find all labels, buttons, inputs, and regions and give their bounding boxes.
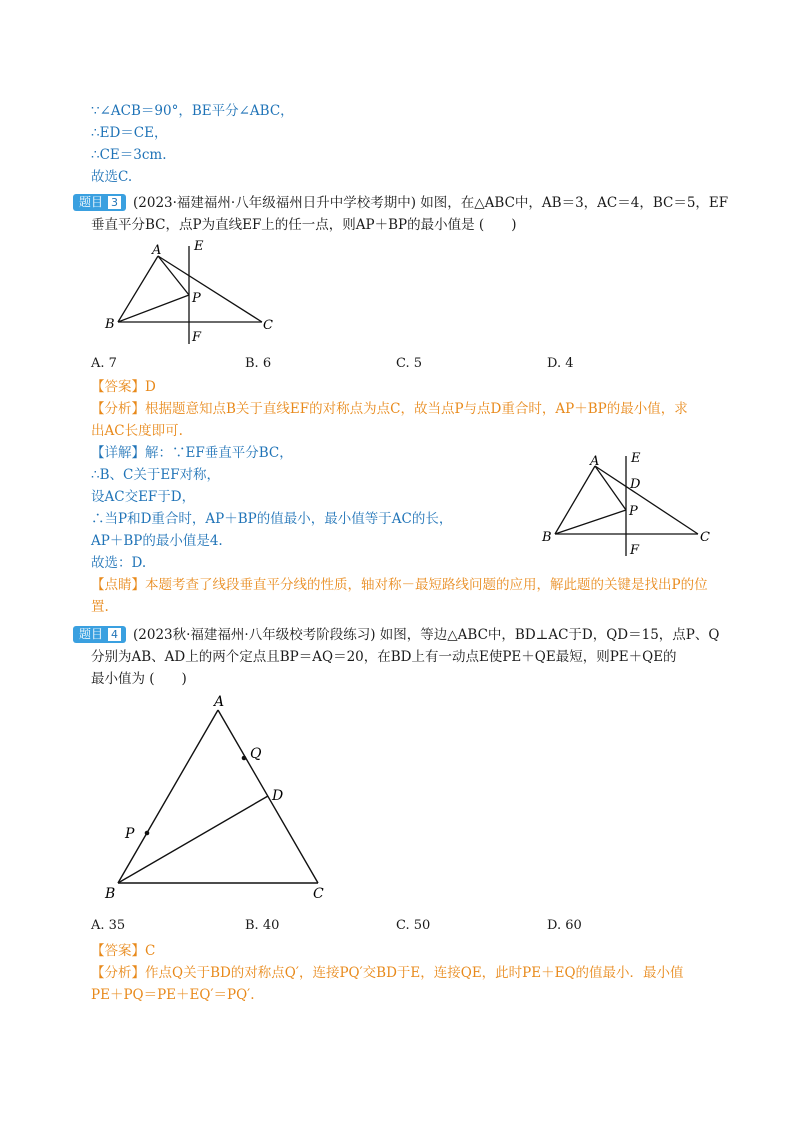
q3-analysis-line-2: 出AC长度即可. <box>91 423 183 439</box>
q3s-segment-ac <box>595 466 698 534</box>
q4-option-d: D. 60 <box>547 918 582 933</box>
q3s-label-a: A <box>590 454 600 469</box>
q4-label-p: P <box>125 826 135 842</box>
q4-label-a: A <box>214 694 225 710</box>
q4-segment-ab <box>118 710 218 883</box>
q4-analysis-line-1: 【分析】作点Q关于BD的对称点Q′，连接PQ′交BD于E，连接QE，此时PE＋EQ的值最小．最小值 <box>91 965 684 981</box>
q3-detail-line-6: 故选：D. <box>91 555 147 571</box>
q4-analysis-line-2: PE＋PQ＝PE＋EQ′＝PQ′. <box>91 987 255 1003</box>
q3-detail-line-2: ∴B、C关于EF对称， <box>91 467 221 483</box>
q3-option-c: C. 5 <box>396 356 423 371</box>
q3s-segment-bp <box>555 510 626 534</box>
q3-answer: 【答案】D <box>91 379 156 395</box>
q3s-label-d: D <box>630 477 641 492</box>
q4-option-a: A. 35 <box>91 918 126 933</box>
q3-segment-bp <box>118 295 189 322</box>
q3-segment-ac <box>158 256 262 322</box>
q4-label-q: Q <box>250 746 262 762</box>
q4-stem-line-3: 最小值为 ( ) <box>91 671 187 687</box>
q3s-segment-ab <box>555 466 595 534</box>
q3s-label-c: C <box>700 530 710 545</box>
q3-segment-ab <box>118 256 158 322</box>
q3-option-d: D. 4 <box>547 356 574 371</box>
q3-comment-line-1: 【点睛】本题考查了线段垂直平分线的性质，轴对称－最短路线问题的应用，解此题的关键是找出P的位 <box>91 577 708 593</box>
top-line-1: ∵∠ACB＝90°，BE平分∠ABC， <box>91 103 294 119</box>
q3s-label-e: E <box>631 451 641 466</box>
q3-detail-line-1: 【详解】解：∵EF垂直平分BC， <box>91 445 293 461</box>
q4-label-d: D <box>272 788 284 804</box>
top-line-2: ∴ED＝CE， <box>91 125 168 141</box>
q3-stem-line-1: (2023·福建福州·八年级福州日升中学校考期中) 如图，在△ABC中，AB＝3，AC＝4，BC＝5，EF <box>133 195 729 211</box>
q3-label-p: P <box>192 291 201 306</box>
q3-detail-line-5: AP＋BP的最小值是4. <box>91 533 223 549</box>
q4-option-c: C. 50 <box>396 918 431 933</box>
q4-point-p <box>145 831 150 836</box>
q4-point-q <box>242 756 247 761</box>
q3-comment-line-2: 置. <box>91 599 109 615</box>
q3-stem-line-2: 垂直平分BC，点P为直线EF上的任一点，则AP＋BP的最小值是 ( ) <box>91 217 517 233</box>
q4-figure <box>100 690 340 902</box>
q4-label-b: B <box>105 886 116 902</box>
q3s-label-p: P <box>629 504 638 519</box>
q3-detail-line-3: 设AC交EF于D， <box>91 489 196 505</box>
q4-answer: 【答案】C <box>91 943 156 959</box>
q3-option-b: B. 6 <box>245 356 272 371</box>
q3-figure <box>100 238 290 348</box>
q4-stem-line-2: 分别为AB、AD上的两个定点且BP＝AQ＝20，在BD上有一动点E使PE＋QE最短，则PE＋QE的 <box>91 649 677 665</box>
q4-stem-line-1: (2023秋·福建福州·八年级校考阶段练习) 如图，等边△ABC中，BD⊥AC于D，QD＝15，点P、Q <box>133 627 720 643</box>
q3-label-a: A <box>152 243 162 258</box>
question-number: 4 <box>107 627 122 642</box>
q3-label-e: E <box>194 239 204 254</box>
top-line-3: ∴CE＝3cm. <box>91 147 167 163</box>
q3-solution-figure <box>538 448 728 560</box>
question-3-tag <box>73 194 126 211</box>
q3-label-b: B <box>105 317 115 332</box>
question-number: 3 <box>107 195 122 210</box>
q3-label-f: F <box>192 330 202 345</box>
question-4-tag <box>73 626 126 643</box>
q4-label-c: C <box>313 886 324 902</box>
question-tag-label: 题目 <box>79 627 104 641</box>
question-tag-label: 题目 <box>79 195 104 209</box>
q3-detail-line-4: ∴当P和D重合时，AP＋BP的值最小，最小值等于AC的长， <box>91 511 453 527</box>
q3s-label-f: F <box>630 543 640 558</box>
q3-analysis-line-1: 【分析】根据题意知点B关于直线EF的对称点为点C，故当点P与点D重合时，AP＋BP的最小值，求 <box>91 401 688 417</box>
q3-option-a: A. 7 <box>91 356 117 371</box>
q4-option-b: B. 40 <box>245 918 280 933</box>
top-line-4: 故选C. <box>91 169 133 185</box>
q4-segment-bd <box>118 796 268 883</box>
q3-label-c: C <box>263 318 273 333</box>
q3s-label-b: B <box>542 530 552 545</box>
q3s-segment-ap <box>595 466 626 510</box>
q3-segment-ap <box>158 256 189 295</box>
